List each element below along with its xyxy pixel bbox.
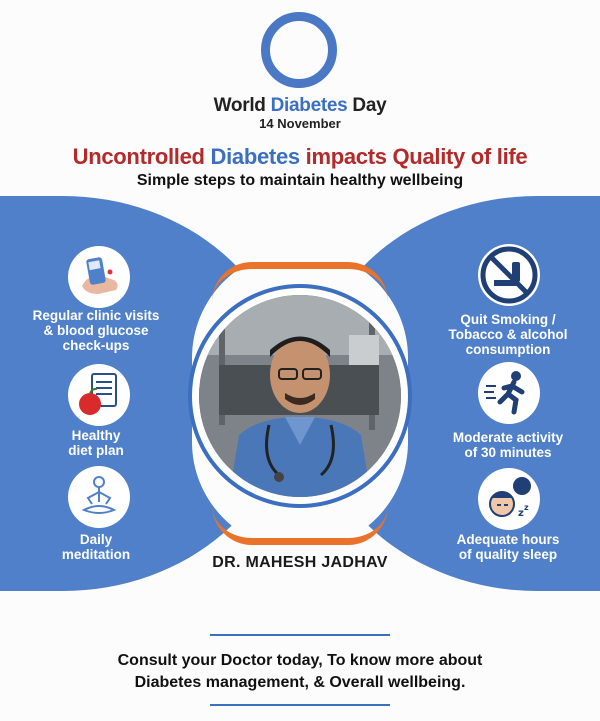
right-item-2-label bbox=[418, 430, 598, 460]
running-icon bbox=[478, 362, 540, 424]
sleep-icon-circle bbox=[478, 468, 540, 530]
running-icon-circle bbox=[478, 362, 540, 424]
subheadline: Simple steps to maintain healthy wellbeing bbox=[136, 172, 464, 189]
left-item-3-label bbox=[6, 532, 186, 562]
doctor-photo bbox=[199, 295, 401, 497]
glucose-meter-icon bbox=[68, 246, 130, 308]
event-title-highlight: Diabetes bbox=[270, 95, 348, 116]
meditation-icon bbox=[68, 466, 130, 528]
diabetes-blue-circle-logo bbox=[261, 12, 337, 88]
no-smoking-icon bbox=[478, 244, 540, 306]
doctor-name: DR. MAHESH JADHAV bbox=[212, 554, 388, 571]
left-item-2-label bbox=[6, 428, 186, 458]
right-item-1-line1: Quit Smoking / bbox=[460, 312, 556, 327]
event-title bbox=[0, 95, 600, 117]
right-item-3-label bbox=[418, 532, 598, 562]
left-item-1-line2: & blood glucose bbox=[43, 323, 149, 338]
left-item-1-label bbox=[6, 308, 186, 353]
right-item-2-line1: Moderate activity bbox=[452, 430, 564, 445]
right-item-1-label bbox=[418, 312, 598, 357]
right-item-3-line2: of quality sleep bbox=[458, 547, 558, 562]
left-item-1-line3: check-ups bbox=[62, 338, 130, 353]
diet-plan-icon bbox=[68, 364, 130, 426]
right-item-1-line2: Tobacco & alcohol bbox=[448, 327, 568, 342]
headline-part1: Uncontrolled bbox=[72, 144, 211, 169]
headline bbox=[0, 144, 600, 170]
left-item-2-line2: diet plan bbox=[68, 443, 124, 458]
diet-plan-icon-circle bbox=[68, 364, 130, 426]
left-item-3-line2: meditation bbox=[61, 547, 131, 562]
no-smoking-icon-circle bbox=[478, 244, 540, 306]
divider-top bbox=[210, 634, 390, 636]
divider-bottom bbox=[210, 704, 390, 706]
glucose-meter-icon-circle bbox=[68, 246, 130, 308]
left-item-2-line1: Healthy bbox=[71, 428, 121, 443]
doctor-portrait-illustration bbox=[199, 295, 401, 497]
event-title-suffix: Day bbox=[347, 95, 387, 116]
left-item-1-line1: Regular clinic visits bbox=[32, 308, 160, 323]
event-date: 14 November bbox=[259, 116, 341, 131]
right-item-3-line1: Adequate hours bbox=[456, 532, 560, 547]
headline-highlight: Diabetes bbox=[210, 144, 300, 169]
left-item-3-line1: Daily bbox=[79, 532, 113, 547]
footer-line1: Consult your Doctor today, To know more about bbox=[117, 652, 483, 669]
svg-text:z: z bbox=[518, 508, 524, 519]
svg-text:z: z bbox=[524, 503, 529, 512]
sleep-icon bbox=[478, 468, 540, 530]
footer-line2: Diabetes management, & Overall wellbeing. bbox=[134, 674, 466, 691]
meditation-icon-circle bbox=[68, 466, 130, 528]
footer-call-to-action bbox=[0, 650, 600, 694]
headline-part2: impacts Quality of life bbox=[299, 144, 528, 169]
orange-arc-bottom bbox=[212, 505, 388, 545]
right-item-1-line3: consumption bbox=[465, 342, 551, 357]
event-title-prefix: World bbox=[213, 95, 271, 116]
right-item-2-line2: of 30 minutes bbox=[464, 445, 552, 460]
